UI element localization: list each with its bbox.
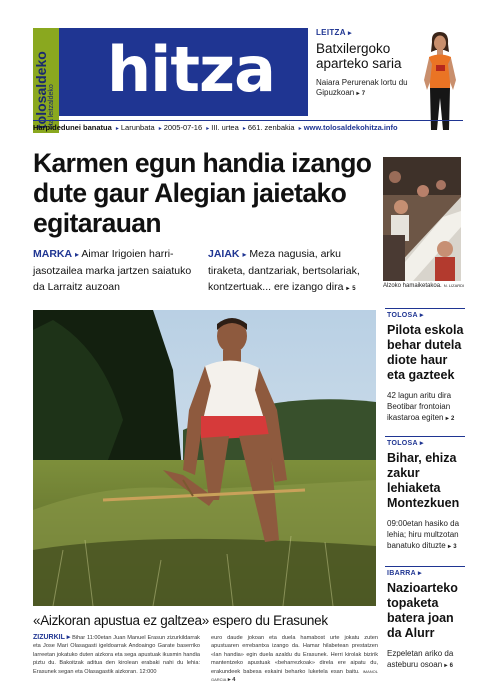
arrow-icon: ▸ bbox=[346, 286, 350, 292]
side-rule bbox=[385, 308, 465, 309]
arrow-icon: ▸ bbox=[418, 570, 422, 577]
arrow-icon: ▸ bbox=[356, 91, 360, 97]
arrow-icon: ▸ bbox=[227, 677, 231, 684]
subscribers-note: Harpidedunei banatua bbox=[33, 123, 112, 132]
side-item-subtext: Ezpeletan ariko da asteburu osoan ▸ 6 bbox=[387, 649, 454, 669]
strip-subtitle: eta leitzaldeko bbox=[48, 84, 55, 129]
arrow-icon: ▸ bbox=[444, 663, 448, 669]
top-teaser-subtext: Naiara Perurenak lortu du Gipuzkoan ▸ 7 bbox=[316, 78, 408, 97]
side-item-kicker: IBARRA ▸ bbox=[387, 570, 422, 577]
arrow-icon: ▸ bbox=[66, 634, 71, 641]
side-rule bbox=[385, 436, 465, 437]
website-link[interactable]: www.tolosaldekohitza.info bbox=[303, 123, 398, 132]
issue-number: 661. zenbakia bbox=[247, 123, 295, 132]
volume-year: III. urtea bbox=[211, 123, 239, 132]
jaiak-label: JAIAK bbox=[208, 248, 240, 260]
woman-figure-photo bbox=[418, 30, 462, 134]
body-column-left bbox=[33, 634, 200, 676]
masthead bbox=[33, 28, 308, 133]
side-item-ehiza[interactable] bbox=[387, 439, 467, 553]
top-teaser[interactable] bbox=[316, 28, 426, 99]
arrow-icon: ▸ bbox=[242, 126, 246, 132]
photo-story-headline[interactable]: «Aizkoran apustua ez galtzea» espero du Erasunek bbox=[33, 613, 328, 628]
masthead-strip-text bbox=[35, 29, 57, 129]
newspaper-logo: hitza bbox=[107, 33, 275, 106]
side-item-headline: Nazioarteko topaketa batera joan da Alurr bbox=[387, 581, 458, 640]
marka-teaser[interactable] bbox=[33, 246, 203, 295]
arrow-icon: ▸ bbox=[445, 416, 449, 422]
arrow-icon: ▸ bbox=[206, 126, 210, 132]
side-item-headline: Pilota eskola behar dutela diote haur eta gazteek bbox=[387, 323, 464, 382]
weekday: Larunbata bbox=[120, 123, 155, 132]
side-item-headline: Bihar, ehiza zakur lehiaketa Montezkuen bbox=[387, 451, 460, 510]
issue-date: 2005-07-16 bbox=[163, 123, 203, 132]
top-teaser-kicker: LEITZA ▸ bbox=[316, 28, 352, 37]
page-number: 6 bbox=[449, 663, 453, 669]
page-number: 5 bbox=[352, 286, 356, 292]
side-item-subtext: 42 lagun aritu dira Beotibar frontoian ikastaroa egiten ▸ 2 bbox=[387, 391, 455, 422]
feast-photo bbox=[383, 157, 461, 281]
arrow-icon: ▸ bbox=[158, 126, 162, 132]
body-column-right bbox=[211, 634, 378, 684]
logo-box bbox=[59, 28, 308, 116]
arrow-icon: ▸ bbox=[115, 126, 119, 132]
arrow-icon: ▸ bbox=[447, 544, 451, 550]
marka-label: MARKA bbox=[33, 248, 73, 260]
marka-text: Aimar Irigoien harri-jasotzailea marka jartzen saiatuko da Larraitz auzoan bbox=[33, 248, 192, 293]
page-number: 7 bbox=[361, 91, 366, 97]
side-rule bbox=[385, 566, 465, 567]
page-number: 3 bbox=[453, 544, 457, 550]
arrow-icon: ▸ bbox=[298, 126, 302, 132]
side-item-kicker: TOLOSA ▸ bbox=[387, 312, 424, 319]
body-text-left: Bihar 11:00etan Juan Manuel Erasun zizurkildarrak eta Jose Mari Olasagasti igeldoarrak Andoaingo Garate baserriko larreetan jokatuko duten aizkora eta sega apustuak ikusmin handia piztu du. Bakoitzak aditua den kirolean erabaki nahi du lehia: Erasunek segan eta Olasagastik aizkoran. 12:000 bbox=[33, 635, 200, 675]
jaiak-text: Meza nagusia, arku tiraketa, dantzariak, bertsolariak, kontzertuak... ere izango dira bbox=[208, 248, 360, 293]
strip-title: tolosaldeko bbox=[33, 51, 49, 129]
arrow-icon: ▸ bbox=[419, 440, 424, 447]
side-item-kicker: TOLOSA ▸ bbox=[387, 440, 424, 447]
top-teaser-headline: Batxilergoko aparteko saria bbox=[316, 41, 402, 71]
feast-photo-caption: Alzoko hamaiketakoa. N. LIZARDI bbox=[383, 283, 465, 289]
photo-story-body bbox=[33, 634, 378, 684]
page-number: 4 bbox=[232, 677, 236, 684]
arrow-icon: ▸ bbox=[242, 250, 247, 259]
zizurkil-label: ZIZURKIL bbox=[33, 634, 65, 641]
arrow-icon: ▸ bbox=[348, 30, 352, 37]
arrow-icon: ▸ bbox=[75, 250, 80, 259]
main-headline[interactable]: Karmen egun handia izango dute gaur Alegian jaietako egitarauan bbox=[33, 148, 372, 238]
scythe-athlete-photo bbox=[33, 310, 376, 606]
side-item-subtext: 09:00etan hasiko da lehia; hiru multzotan banatuko dituzte ▸ 3 bbox=[387, 519, 460, 550]
jaiak-teaser[interactable] bbox=[208, 246, 378, 297]
page-number: 2 bbox=[450, 416, 455, 422]
body-text-right: euro daude jokoan eta duela hamabost urte jokatu zuten apustuaren errebantxa izango da. Hamar hilabetean prestatzen «lan handia» egin duela azaldu du Erasunek. Herri kirolak bizirik mantentzeko apustuak «beharrezkoak» direla ere aipatu du, erakundeek babesa eskaini beharko luketela esan baitu. bbox=[211, 635, 378, 675]
photo-credit: N. LIZARDI bbox=[443, 283, 465, 288]
arrow-icon: ▸ bbox=[419, 312, 424, 319]
photo-credit: IMANOL GARCIA bbox=[211, 668, 378, 683]
side-item-ibarra[interactable] bbox=[387, 569, 467, 672]
issue-info-bar bbox=[33, 120, 463, 134]
side-item-pilota[interactable] bbox=[387, 311, 467, 425]
masthead-strip bbox=[33, 28, 59, 133]
